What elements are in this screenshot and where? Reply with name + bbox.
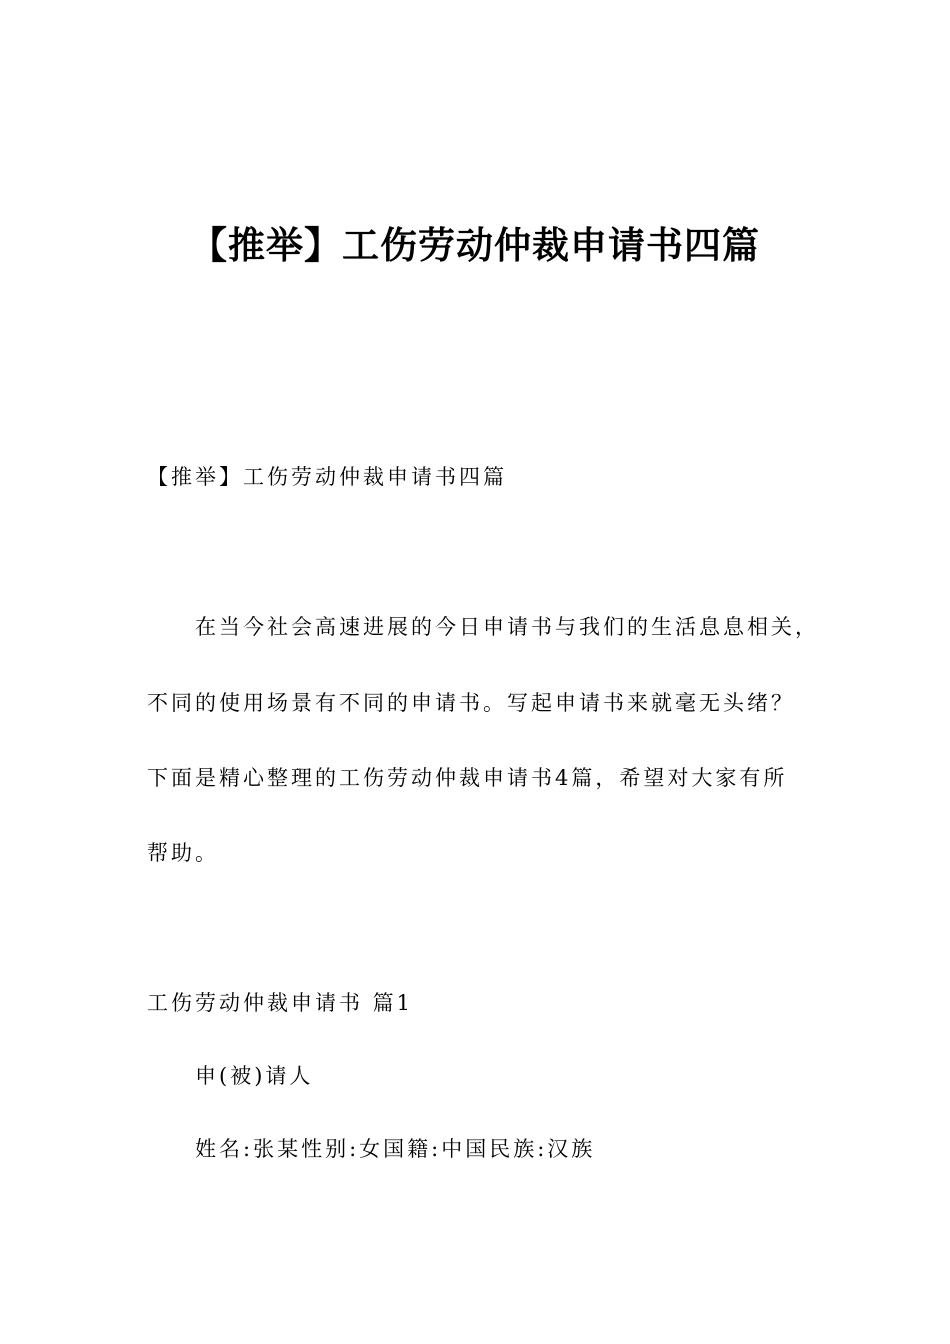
section-heading: 工伤劳动仲裁申请书 篇1 bbox=[147, 991, 414, 1015]
intro-line-4: 帮助。 bbox=[147, 841, 219, 865]
applicant-info: 姓名:张某性别:女国籍:中国民族:汉族 bbox=[195, 1137, 596, 1161]
applicant-label: 申(被)请人 bbox=[195, 1064, 314, 1088]
intro-line-3: 下面是精心整理的工伤劳动仲裁申请书4篇，希望对大家有所 bbox=[147, 766, 788, 790]
intro-line-1: 在当今社会高速进展的今日申请书与我们的生活息息相关， bbox=[195, 615, 819, 639]
intro-line-2: 不同的使用场景有不同的申请书。写起申请书来就毫无头绪？ bbox=[147, 691, 795, 715]
page-title: 【推举】工伤劳动仲裁申请书四篇 bbox=[190, 224, 760, 267]
subtitle: 【推举】工伤劳动仲裁申请书四篇 bbox=[147, 465, 507, 489]
